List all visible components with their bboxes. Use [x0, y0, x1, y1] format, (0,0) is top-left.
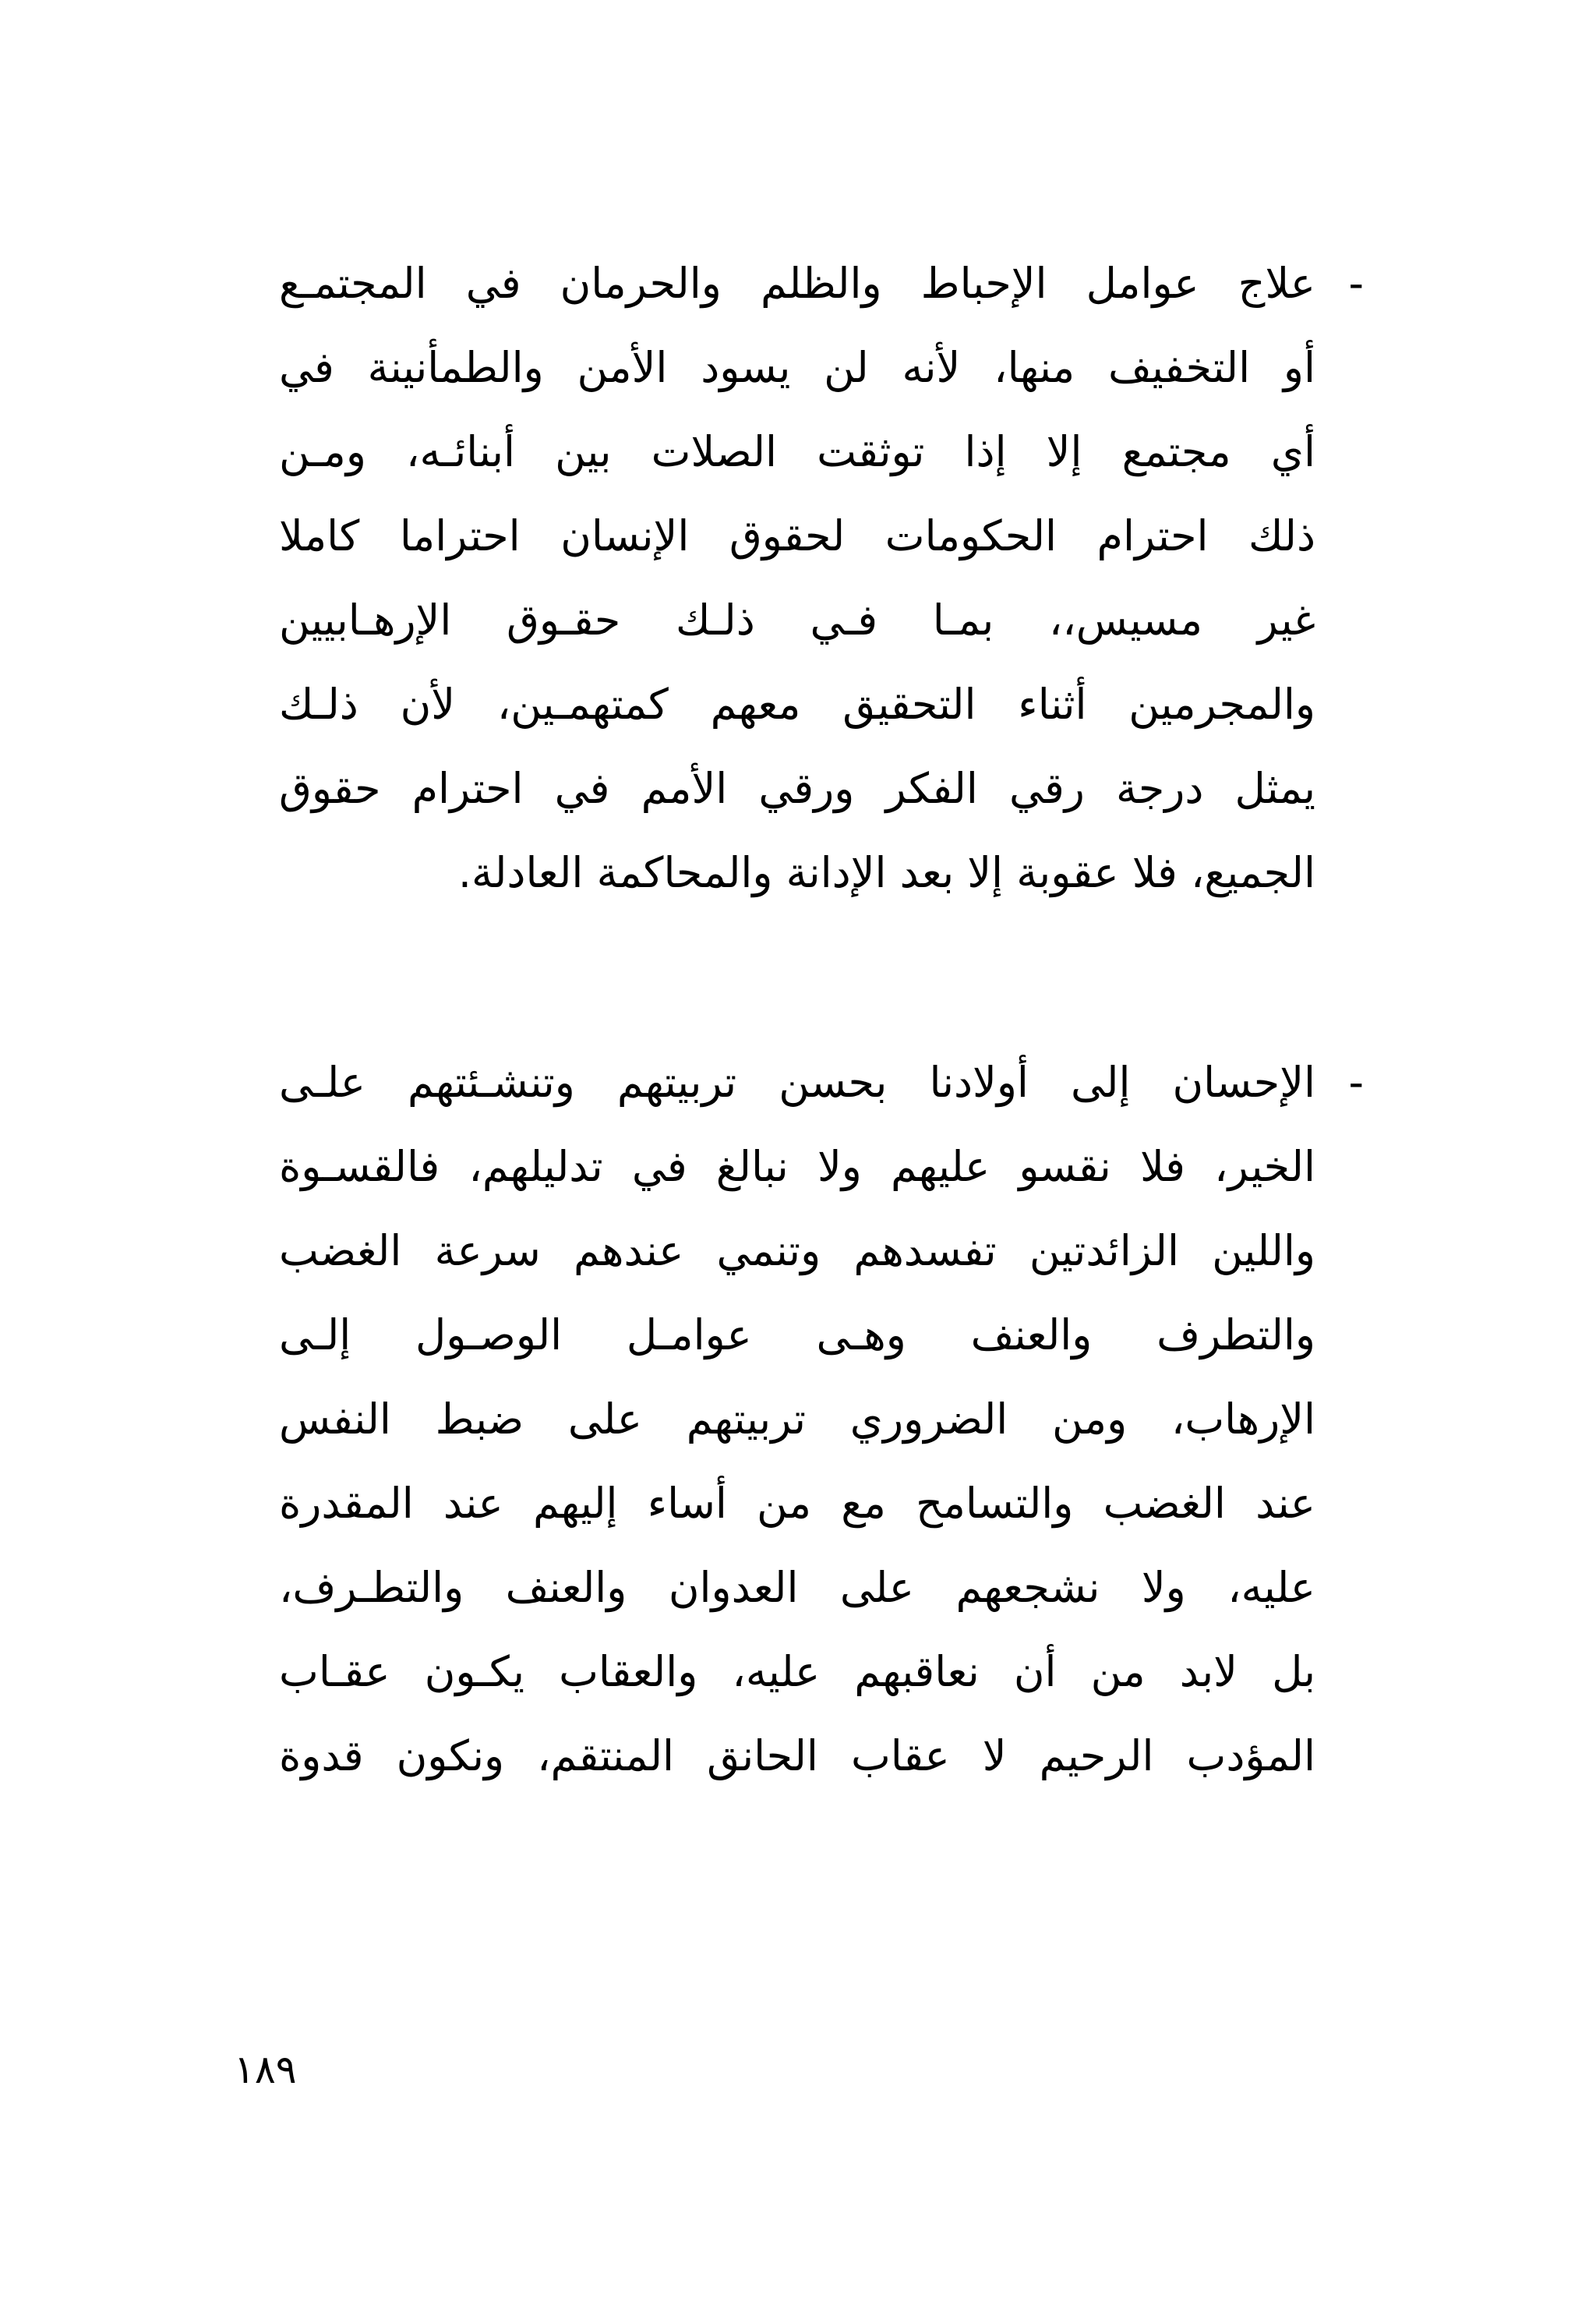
text-line: ذلك احترام الحكومات لحقوق الإنسان احتراما كاملا: [279, 511, 1315, 560]
bullet-paragraph-1: [279, 242, 1364, 915]
text-line: المؤدب الرحيم لا عقاب الحانق المنتقم، ونكون قدوة: [279, 1731, 1315, 1780]
text-line: الخير، فلا نقسو عليهم ولا نبالغ في تدليلهم، فالقسـوة: [279, 1142, 1315, 1191]
text-line: الإحسان إلى أولادنا بحسن تربيتهم وتنشـئتهم علـى: [279, 1058, 1315, 1107]
text-line: الجميع، فلا عقوبة إلا بعد الإدانة والمحاكمة العادلة.: [457, 848, 1315, 897]
text-line: واللين الزائدتين تفسدهم وتنمي عندهم سرعة الغضب: [279, 1226, 1315, 1275]
bullet-paragraph-2: [279, 1041, 1364, 1798]
text-line: بل لابد من أن نعاقبهم عليه، والعقاب يكـون عقـاب: [279, 1647, 1315, 1696]
page-number: ١٨٩: [234, 2047, 297, 2092]
text-line: الإرهاب، ومن الضروري تربيتهم على ضبط النفس: [279, 1395, 1315, 1444]
text-line: عليه، ولا نشجعهم على العدوان والعنف والتطـرف،: [279, 1563, 1315, 1612]
text-line: أي مجتمع إلا إذا توثقت الصلات بين أبنائـه، ومـن: [279, 427, 1315, 476]
text-line: عند الغضب والتسامح مع من أساء إليهم عند المقدرة: [279, 1479, 1315, 1528]
text-line: والتطرف والعنف وهـى عوامـل الوصـول إلـى: [279, 1310, 1315, 1359]
bullet-marker: -: [1348, 1058, 1364, 1107]
bullet-marker: -: [1348, 259, 1364, 308]
text-line: علاج عوامل الإحباط والظلم والحرمان في المجتمـع: [279, 259, 1315, 308]
text-line: والمجرمين أثناء التحقيق معهم كمتهمـين، لأن ذلـك: [279, 680, 1315, 729]
text-line: غير مسيس،، بمـا فـي ذلـك حقـوق الإرهـابيين: [279, 596, 1315, 645]
text-line: أو التخفيف منها، لأنه لن يسود الأمن والطمأنينة في: [279, 343, 1315, 392]
text-line: يمثل درجة رقي الفكر ورقي الأمم في احترام حقوق: [279, 764, 1315, 813]
